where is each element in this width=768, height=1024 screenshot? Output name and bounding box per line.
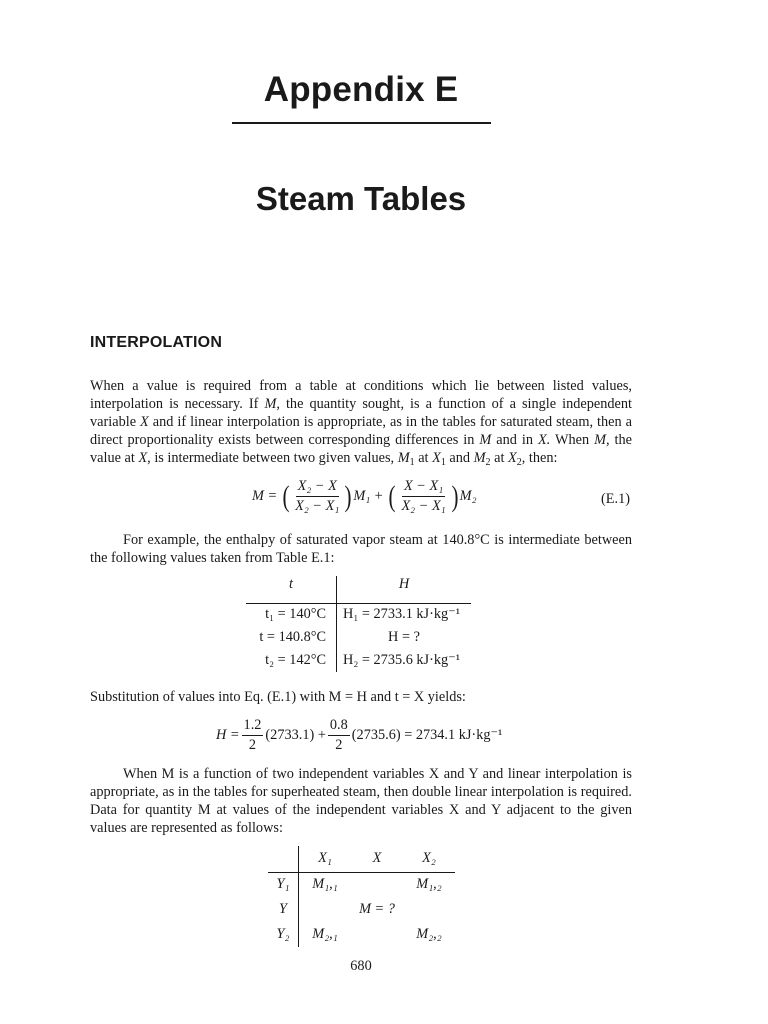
double-interpolation-paragraph: When M is a function of two independent variables X and Y and linear interpolation is appropriate, as in the tables for superheated steam, then double linear interpolation is required. Data for quantity M at values of the independent variables X and Y adjacent to the given values are represented as follows: <box>90 766 632 836</box>
table2-cell <box>403 897 455 921</box>
table2-row-label: Y₂ <box>268 921 299 947</box>
double-interpolation-table <box>268 846 455 947</box>
table2-cell: M₁,₂ <box>403 872 455 897</box>
table1-cell: t = 140.8°C <box>246 626 337 649</box>
eq2-fraction-1: $\frac{1.2}{2}$ <box>243 717 262 753</box>
enthalpy-table <box>246 576 471 672</box>
table2-cell <box>299 897 352 921</box>
table2-cell <box>351 872 403 897</box>
eq2-lhs: H = <box>216 727 240 743</box>
equation-label: (E.1) <box>601 491 630 507</box>
equation-enthalpy <box>216 717 502 754</box>
table1-header-t: t <box>246 576 337 603</box>
substitution-paragraph: Substitution of values into Eq. (E.1) with M = H and t = X yields: <box>90 689 466 705</box>
table1-cell: H₁ = 2733.1 kJ·kg⁻¹ <box>337 603 472 626</box>
section-heading: INTERPOLATION <box>90 334 223 351</box>
table2-header: X₁ <box>318 850 332 867</box>
table2-cell <box>351 921 403 947</box>
table2-cell: M₁,₁ <box>299 872 352 897</box>
table2-header: X₂ <box>422 850 436 867</box>
table1-header-h: H <box>398 576 410 592</box>
appendix-label: Appendix E <box>263 70 459 109</box>
eq2-middle: (2733.1) + <box>265 727 326 743</box>
table1-cell: t₂ = 142°C <box>246 649 337 672</box>
table2-cell: M = ? <box>359 900 395 917</box>
page-number: 680 <box>350 958 372 974</box>
eq1-fraction-1: $\frac{\text{X₂ − X}}{\text{X₂ − X₁}}$ <box>295 478 340 514</box>
eq1-term-1: M₁ + <box>353 488 384 504</box>
eq2-fraction-2: $\frac{0.8}{2}$ <box>329 717 348 753</box>
table1-cell: H₂ = 2735.6 kJ·kg⁻¹ <box>343 652 461 668</box>
eq1-lhs: M = <box>252 488 278 504</box>
eq2-result: (2735.6) = 2734.1 kJ·kg⁻¹ <box>351 727 503 743</box>
eq1-term-2: M₂ <box>459 488 477 504</box>
table1-cell: H = ? <box>388 629 420 645</box>
eq1-fraction-2: $\frac{\text{X − X₁}}{\text{X₂ − X₁}}$ <box>401 478 446 514</box>
table2-row-label: Y₁ <box>268 872 299 897</box>
table2-cell: M₂,₂ <box>416 925 442 942</box>
table2-cell: M₂,₁ <box>312 925 338 942</box>
table1-cell: t₁ = 140°C <box>246 603 337 626</box>
title-rule <box>232 122 491 124</box>
chapter-title: Steam Tables <box>255 180 467 217</box>
table2-corner <box>268 846 299 872</box>
table2-header: X <box>372 850 382 867</box>
example-paragraph: For example, the enthalpy of saturated vapor steam at 140.8°C is intermediate between the following values taken from Table E.1: <box>90 532 632 566</box>
equation-e1: M = ( $\frac{\text{X₂ − X}}{\text{X₂ − X₁}}$ ) M₁ + ( $\frac{\text{X − X₁}}{\text{X₂ − X₁}}$ ) M₂ <box>252 478 477 514</box>
table2-row-label: Y <box>268 897 299 921</box>
intro-paragraph: When a value is required from a table at conditions which lie between listed values, interpolation is necessary. If M, the quantity sought, is a function of a single independent variable X and if linear interpolation is appropriate, as in the tables for saturated steam, then a direct proportionality exists between corresponding differences in M and in X. When M, the value at X, is intermediate between two given values, $M_1$ at $X_1$ and $M_2$ at $X_2$, then: <box>90 378 633 468</box>
